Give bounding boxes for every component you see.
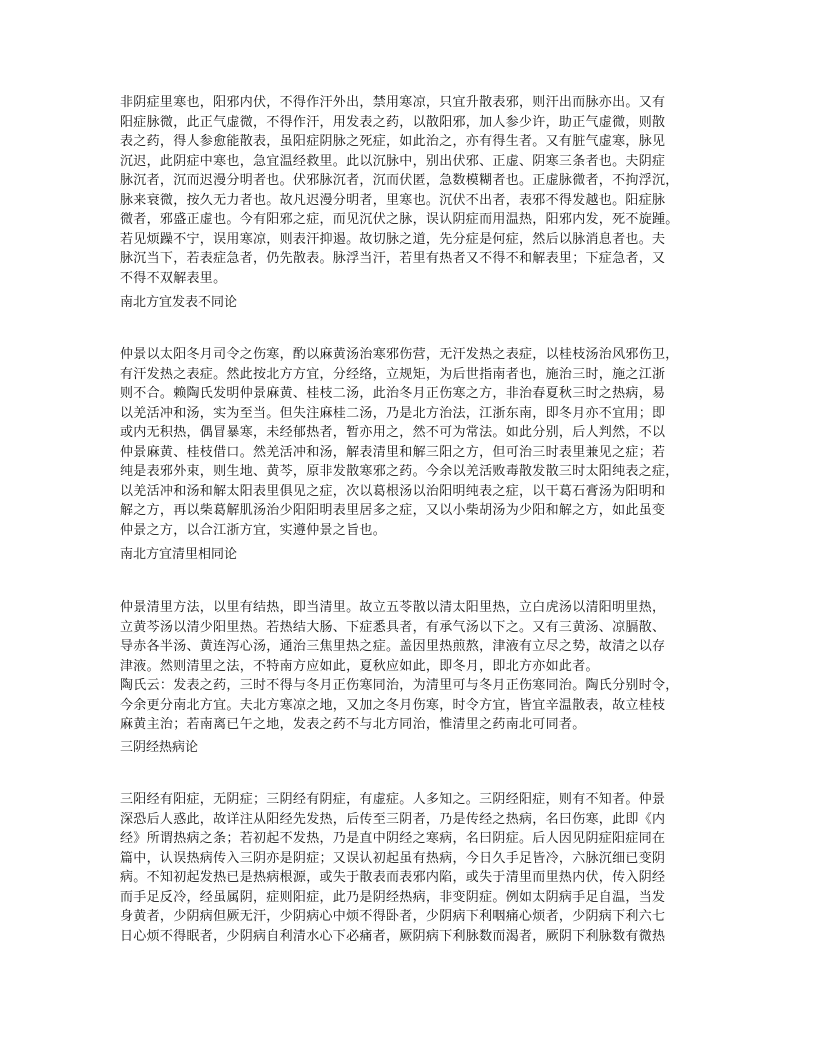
paragraph-three-yin-heat <box>120 790 698 946</box>
paragraph-yin-yang-pulse <box>120 93 698 288</box>
section-heading: 三阴经热病论 <box>120 740 199 755</box>
text-line: 以羌活冲和汤和解太阳表里俱见之症，次以葛根汤以治阳明纯表之症，以干葛石膏汤为阳明和 <box>120 483 666 499</box>
text-line: 经》所谓热病之条；若初起不发热，乃是直中阴经之寒病，名曰阴症。后人因见阴症阳症同在 <box>120 831 666 846</box>
text-line: 病。不知初起发热已是热病根源，或失于散表而表邪内陷，或失于清里而里热内伏，传入阴经 <box>120 870 666 885</box>
text-line: 非阴症里寒也，阳邪内伏，不得作汗外出，禁用寒凉，只宜升散表邪，则汗出而脉亦出。又有 <box>120 95 666 110</box>
text-line: 不得不双解表里。 <box>120 270 227 286</box>
paragraph-clearing-interior <box>120 598 698 735</box>
text-line: 沉迟，此阴症中寒也，急宜温经救里。此以沉脉中，别出伏邪、正虚、阴寒三条者也。夫阴症 <box>120 153 666 169</box>
text-line: 日心烦不得眠者，少阴病自利清水心下必痛者，厥阴病下利脉数而渴者，厥阴下利脉数有微热 <box>120 928 666 944</box>
section-heading: 南北方宜清里相同论 <box>120 547 238 562</box>
text-line: 麻黄主治；若南离已午之地，发表之药不与北方同治，惟清里之药南北可同者。 <box>120 717 586 732</box>
text-line: 脉来衰微，按久无力者也。故凡迟漫分明者，里寒也。沉伏不出者，表邪不得发越也。阳症脉 <box>120 192 666 208</box>
text-line: 仲景之方，以合江浙方宜，实遵仲景之旨也。 <box>120 522 387 538</box>
text-line: 仲景麻黄、桂枝借口。然羌活冲和汤，解表清里和解三阳之方，但可治三时表里兼见之症；若 <box>120 444 666 460</box>
text-line: 纯是表邪外束，则生地、黄芩，原非发散寒邪之药。今余以羌活败毒散发散三时太阳纯表之症， <box>120 464 679 479</box>
text-line: 篇中，认误热病传入三阴亦是阴症；又误认初起虽有热病，今日久手足皆冷，六脉沉细已变阴 <box>120 850 666 866</box>
text-line: 或内无积热，偶冒暴寒，未经郁热者，暂亦用之，然不可为常法。如此分别，后人判然，不以 <box>120 425 666 440</box>
text-line: 今余更分南北方宜。夫北方寒凉之地，又加之冬月伤寒，时令方宜，皆宜辛温散表，故立桂枝 <box>120 697 666 713</box>
text-line: 则不合。赖陶氏发明仲景麻黄、桂枝二汤，此治冬月正伤寒之方，非治春夏秋三时之热病，易 <box>120 386 666 401</box>
text-line: 身黄者，少阴病但厥无汗，少阴病心中烦不得卧者，少阴病下利咽痛心烦者，少阴病下利六七 <box>120 909 666 924</box>
text-line: 以羌活冲和汤，实为至当。但失注麻桂二汤，乃是北方治法，江浙东南，即冬月亦不宜用；即 <box>120 405 666 421</box>
paragraph-exterior-release <box>120 345 698 540</box>
text-line: 而手足反冷，经虽属阴，症则阳症，此乃是阴经热病，非变阴症。例如太阴病手足自温，当发 <box>120 889 666 905</box>
text-line: 三阳经有阳症，无阴症；三阴经有阴症，有虚症。人多知之。三阴经阳症，则有不知者。仲景 <box>120 792 666 807</box>
text-line: 深恐后人惑此，故详注从阳经先发热，后传至三阴者，乃是传经之热病，名曰伤寒，此即《内 <box>120 811 666 827</box>
text-line: 若见烦躁不宁，误用寒凉，则表汗抑遏。故切脉之道，先分症是何症，然后以脉消息者也。夫 <box>120 231 666 247</box>
text-line: 陶氏云：发表之药，三时不得与冬月正伤寒同治，为清里可与冬月正伤寒同治。陶氏分别时令， <box>120 678 679 693</box>
text-line: 有汗发热之表症。然此按北方方宜，分经络，立规矩，为后世指南者也，施治三时，施之江浙 <box>120 366 666 382</box>
text-line: 阳症脉微，此正气虚微，不得作汗，用发表之药，以散阳邪，加人参少许，助正气虚微，则散 <box>120 114 666 130</box>
text-line: 脉沉者，沉而迟漫分明者也。伏邪脉沉者，沉而伏匿，急数模糊者也。正虚脉微者，不拘浮沉， <box>120 173 679 188</box>
text-line: 仲景清里方法，以里有结热，即当清里。故立五苓散以清太阳里热，立白虎汤以清阳明里热， <box>120 600 666 615</box>
text-line: 仲景以太阳冬月司令之伤寒，酌以麻黄汤治寒邪伤营，无汗发热之表症，以桂枝汤治风邪伤卫， <box>120 347 679 362</box>
text-line: 微者，邪盛正虚也。今有阳邪之症，而见沉伏之脉，误认阴症而用温热，阳邪内发，死不旋踵。 <box>120 212 679 227</box>
text-line: 脉沉当下，若表症急者，仍先散表。脉浮当汗，若里有热者又不得不和解表里；下症急者，又 <box>120 251 666 266</box>
text-line: 导赤各半汤、黄连泻心汤，通治三焦里热之症。盖因里热煎熬，津液有立尽之势，故清之以存 <box>120 639 666 654</box>
text-line: 表之药，得人参愈能散表，虽阳症阴脉之死症，如此治之，亦有得生者。又有脏气虚寒，脉见 <box>120 134 666 149</box>
section-heading: 南北方宜发表不同论 <box>120 295 238 310</box>
text-line: 津液。然则清里之法，不特南方应如此，夏秋应如此，即冬月，即北方亦如此者。 <box>120 658 599 674</box>
text-line: 立黄芩汤以清少阳里热。若热结大肠、下症悉具者，有承气汤以下之。又有三黄汤、凉膈散、 <box>120 619 666 635</box>
text-line: 解之方，再以柴葛解肌汤治少阳阳明表里居多之症，又以小柴胡汤为少阳和解之方，如此虽变 <box>120 503 666 518</box>
